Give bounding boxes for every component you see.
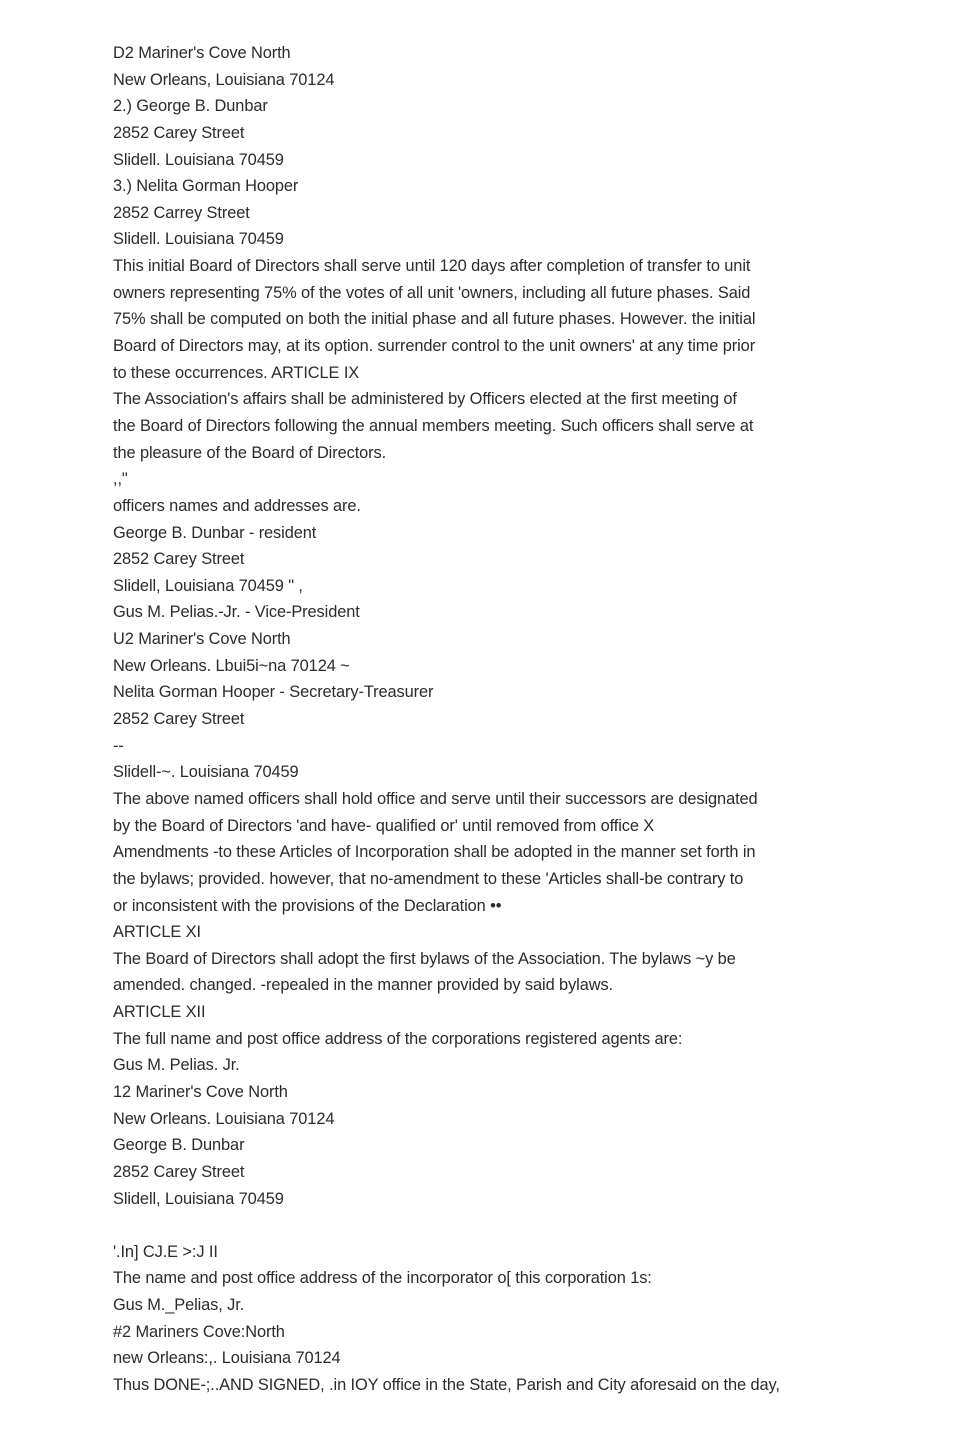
text-line: officers names and addresses are. — [113, 496, 361, 515]
text-line: George B. Dunbar - resident — [113, 523, 317, 542]
text-line: Slidell, Louisiana 70459 — [113, 1189, 284, 1208]
text-line: The name and post office address of the incorporator o[ this corporation 1s: — [113, 1269, 652, 1288]
text-line: Board of Directors may, at its option. surrender control to the unit owners' at any time prior — [113, 337, 756, 356]
text-line: George B. Dunbar — [113, 1136, 245, 1155]
text-line: #2 Mariners Cove:North — [113, 1322, 285, 1341]
text-line: Amendments -to these Articles of Incorporation shall be adopted in the manner set forth in — [113, 843, 756, 862]
text-line: Slidell. Louisiana 70459 — [113, 150, 284, 169]
text-line: ,," — [113, 470, 128, 489]
text-line: 2852 Carrey Street — [113, 203, 250, 222]
text-line: 2852 Carey Street — [113, 550, 245, 569]
text-line: The above named officers shall hold office and serve until their successors are designated — [113, 789, 758, 808]
text-line: 2852 Carey Street — [113, 1162, 245, 1181]
text-line: -- — [113, 736, 124, 755]
text-line: The Board of Directors shall adopt the first bylaws of the Association. The bylaws ~y be — [113, 949, 736, 968]
text-line: amended. changed. -repealed in the manner provided by said bylaws. — [113, 976, 614, 995]
text-line: ARTICLE XII — [113, 1003, 206, 1022]
text-line: ARTICLE XI — [113, 923, 201, 942]
text-line: 2852 Carey Street — [113, 123, 245, 142]
text-line: Nelita Gorman Hooper - Secretary-Treasurer — [113, 683, 434, 702]
text-line: 3.) Nelita Gorman Hooper — [113, 177, 299, 196]
text-line: Gus M._Pelias, Jr. — [113, 1296, 245, 1315]
text-line: The full name and post office address of the corporations registered agents are: — [113, 1029, 683, 1048]
text-line: Gus M. Pelias.-Jr. - Vice-President — [113, 603, 360, 622]
text-line: owners representing 75% of the votes of all unit 'owners, including all future phases. Said — [113, 283, 751, 302]
text-line: This initial Board of Directors shall serve until 120 days after completion of transfer to unit — [113, 257, 751, 276]
text-line: New Orleans. Louisiana 70124 — [113, 1109, 335, 1128]
text-line: Slidell-~. Louisiana 70459 — [113, 763, 299, 782]
text-line: new Orleans:,. Louisiana 70124 — [113, 1349, 341, 1368]
text-line: the Board of Directors following the annual members meeting. Such officers shall serve at — [113, 416, 754, 435]
text-line: to these occurrences. ARTICLE IX — [113, 363, 360, 382]
text-line: 2.) George B. Dunbar — [113, 97, 268, 116]
document-page — [113, 40, 848, 1399]
text-line: '.In] CJ.E >:J II — [113, 1242, 218, 1261]
text-line: D2 Mariner's Cove North — [113, 44, 291, 62]
text-line: The Association's affairs shall be administered by Officers elected at the first meeting of — [113, 390, 737, 409]
text-line: U2 Mariner's Cove North — [113, 630, 291, 649]
blank-line — [113, 1212, 848, 1239]
text-line: the bylaws; provided. however, that no-amendment to these 'Articles shall-be contrary to — [113, 869, 744, 888]
text-line: New Orleans, Louisiana 70124 — [113, 70, 335, 89]
text-line: 75% shall be computed on both the initial phase and all future phases. However. the initial — [113, 310, 756, 329]
text-line: or inconsistent with the provisions of the Declaration •• — [113, 896, 502, 915]
text-line: the pleasure of the Board of Directors. — [113, 443, 387, 462]
text-line: Gus M. Pelias. Jr. — [113, 1056, 240, 1075]
text-line: 2852 Carey Street — [113, 710, 245, 729]
text-line: Slidell, Louisiana 70459 " , — [113, 576, 303, 595]
text-line: 12 Mariner's Cove North — [113, 1082, 288, 1101]
text-line: Thus DONE-;..AND SIGNED, .in IOY office in the State, Parish and City aforesaid on the day, — [113, 1376, 780, 1395]
text-line: by the Board of Directors 'and have- qualified or' until removed from office X — [113, 816, 655, 835]
text-line: New Orleans. Lbui5i~na 70124 ~ — [113, 656, 350, 675]
text-line: Slidell. Louisiana 70459 — [113, 230, 284, 249]
